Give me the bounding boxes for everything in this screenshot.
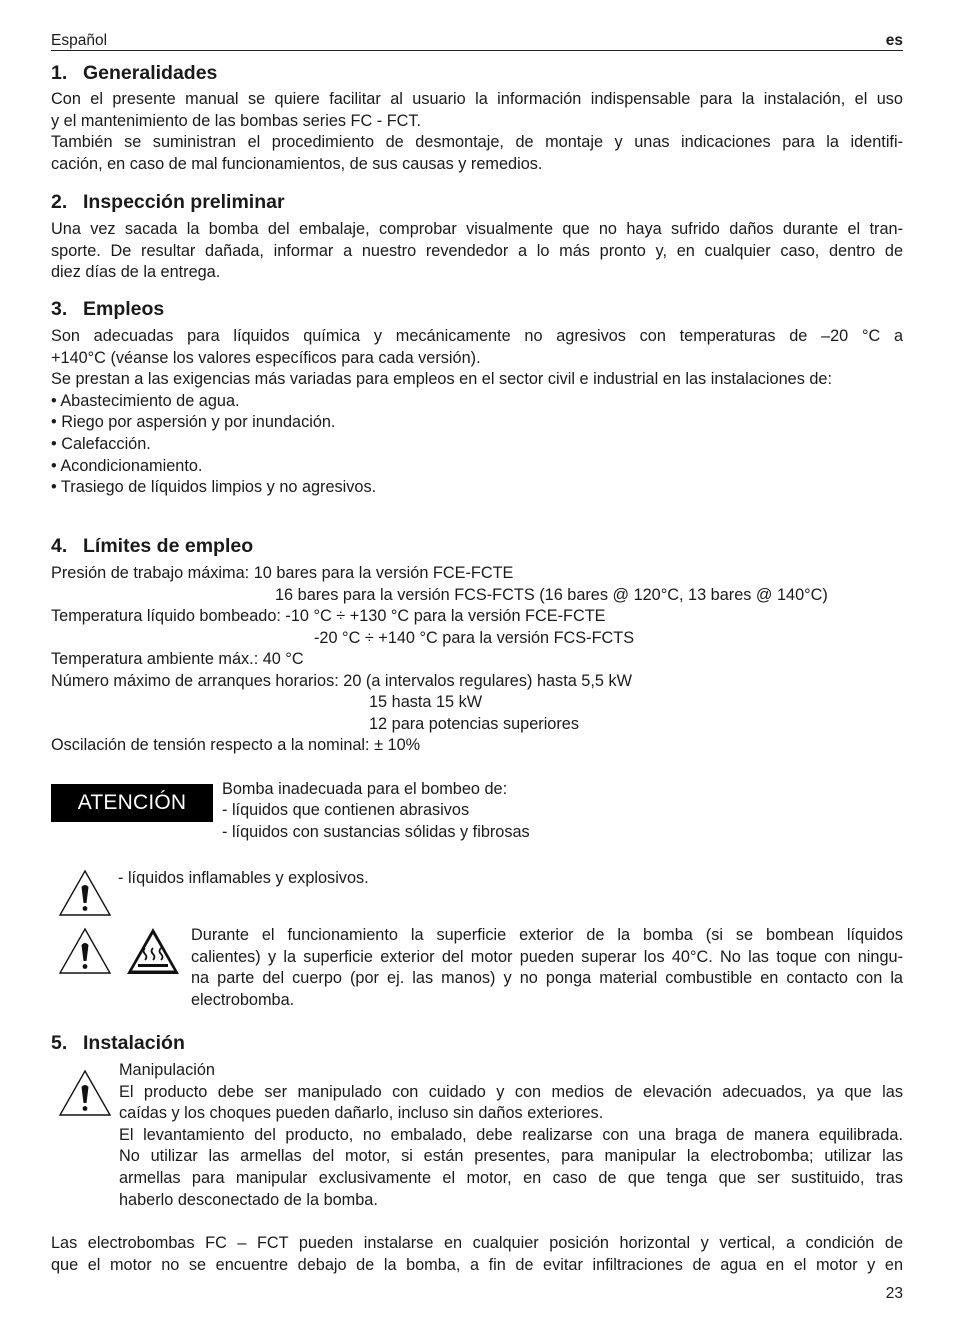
limit-row: Número máximo de arranques horarios: 20 (a intervalos regulares) hasta 5,5 kW: [51, 672, 632, 690]
warning-triangle-icon: [57, 926, 113, 976]
warning-triangle-icon: [57, 1068, 113, 1118]
section-3-heading: 3. Empleos: [51, 298, 165, 320]
page-number: 23: [885, 1285, 903, 1302]
flammable-warning-text: - líquidos inflamables y explosivos.: [118, 869, 369, 887]
limit-row: Temperatura líquido bombeado: -10 °C ÷ +130 °C para la versión FCE-FCTE: [51, 607, 606, 625]
section-5-heading: 5. Instalación: [51, 1032, 185, 1054]
limit-row: -20 °C ÷ +140 °C para la versión FCS-FCTS: [314, 629, 635, 647]
attention-badge: ATENCIÓN: [51, 784, 213, 822]
list-item: • Acondicionamiento.: [51, 456, 203, 475]
section-4-heading: 4. Límites de empleo: [51, 535, 254, 557]
limit-row: Presión de trabajo máxima: 10 bares para la versión FCE-FCTE: [51, 564, 514, 582]
warning-text: - líquidos con sustancias sólidas y fibrosas: [222, 823, 530, 841]
header-language-code: es: [885, 32, 903, 49]
section-5-body: Las electrobombas FC – FCT pueden instalarse en cualquier posición horizontal y vertical, a condición de que el motor no se encuentre debajo de la bomba, a fin de evitar infiltraciones de agua en el motor y en: [51, 1234, 903, 1274]
handling-text: Manipulación El producto debe ser manipulado con cuidado y con medios de elevación adecuados, ya que las caídas y los choques pueden dañarlo, incluso sin daños exteriores. El levantamiento del producto, no embalado, debe realizarse con una braga de manera equilibrada. No utilizar las armellas del motor, si están presentes, para manipular la electrobomba; utilizar las armellas para manipular exclusivamente el motor, en caso de que tenga que ser sustituido, tras haberlo desconectado de la bomba.: [119, 1061, 903, 1209]
hot-surface-warning-text: Durante el funcionamiento la superficie exterior de la bomba (si se bombean líquidos calientes) y la superficie exterior del motor pueden superar los 40°C. No las toque con ningu- na parte del cuerpo (por ej. las manos) y no ponga material combustible en contacto con la electrobomba.: [191, 926, 903, 1009]
limit-row: Oscilación de tensión respecto a la nominal: ± 10%: [51, 736, 421, 754]
section-2-body: Una vez sacada la bomba del embalaje, comprobar visualmente que no haya sufrido daños durante el tran- sporte. De resultar dañada, informar a nuestro revendedor a lo más pronto y, en cualquier caso, dentro de diez días de la entrega.: [51, 220, 903, 282]
section-1-heading: 1. Generalidades: [51, 62, 218, 84]
page-header: [51, 29, 903, 51]
list-item: • Calefacción.: [51, 434, 151, 453]
section-1-body: Con el presente manual se quiere facilitar al usuario la información indispensable para la instalación, el uso y el mantenimiento de las bombas series FC - FCT. También se suministran el procedimiento de desmontaje, de montaje y unas indicaciones para la identifi- cación, en caso de mal funcionamientos, de sus causas y remedios.: [51, 90, 903, 173]
section-2-heading: 2. Inspección preliminar: [51, 191, 285, 213]
warning-text: Bomba inadecuada para el bombeo de:: [222, 780, 508, 798]
warning-text: - líquidos que contienen abrasivos: [222, 801, 470, 819]
hot-surface-icon: [125, 926, 181, 976]
warning-triangle-icon: [57, 868, 113, 918]
limit-row: 12 para potencias superiores: [369, 715, 579, 733]
list-item: • Trasiego de líquidos limpios y no agresivos.: [51, 478, 377, 497]
limit-row: Temperatura ambiente máx.: 40 °C: [51, 650, 304, 668]
header-language: Español: [51, 32, 108, 49]
list-item: • Abastecimiento de agua.: [51, 391, 240, 410]
limit-row: 15 hasta 15 kW: [369, 693, 483, 711]
section-3-body: Son adecuadas para líquidos química y mecánicamente no agresivos con temperaturas de –20 °C a +140°C (véanse los valores específicos para cada versión). Se prestan a las exigencias más variadas para empleos en el sector civil e industrial en las instalaciones de: • Abastecimiento de agua. • Riego por aspersión y por inundación. • Calefacción. • Acondicionamiento. • Trasiego de líquidos limpios y no agresivos.: [51, 326, 903, 499]
limit-row: 16 bares para la versión FCS-FCTS (16 bares @ 120°C, 13 bares @ 140°C): [275, 586, 828, 604]
list-item: • Riego por aspersión y por inundación.: [51, 413, 336, 432]
